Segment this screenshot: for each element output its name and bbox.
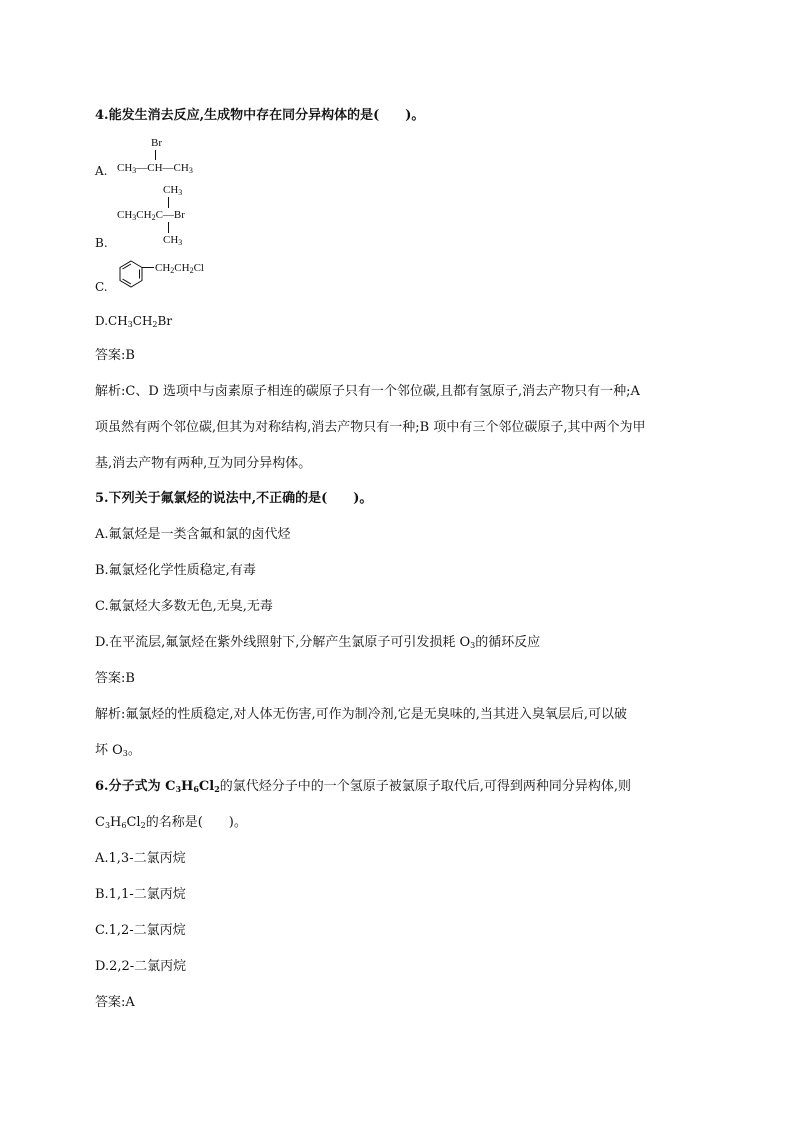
question-5-stem: 5.下列关于氟氯烃的说法中,不正确的是( )。 xyxy=(95,491,373,506)
option-a-br-substituent: Br xyxy=(151,137,162,149)
option-c-chain: $CH_2CH_2Cl$ xyxy=(155,262,204,275)
question-6-stem-line-2: $C_3H_6Cl_2$的名称是( )。 xyxy=(95,815,247,830)
question-5-option-d: D.在平流层,氟氯烃在紫外线照射下,分解产生氯原子可引发损耗 $O_3$的循环反应 xyxy=(95,635,541,650)
option-b-top-methyl: $CH_3$ xyxy=(163,184,183,197)
question-4-analysis-line-2: 项虽然有两个邻位碳,但其为对称结构,消去产物只有一种;B 项中有三个邻位碳原子,其中两个为甲 xyxy=(95,420,646,435)
option-b-bottom-methyl: $CH_3$ xyxy=(163,234,183,247)
question-5-analysis-line-1: 解析:氟氯烃的性质稳定,对人体无伤害,可作为制冷剂,它是无臭味的,当其进入臭氧层后,可以破 xyxy=(95,707,628,722)
question-6-option-b: B.1,1-二氯丙烷 xyxy=(95,887,186,902)
question-4-answer: 答案:B xyxy=(95,348,135,363)
question-5-option-a: A.氟氯烃是一类含氟和氯的卤代烃 xyxy=(95,527,291,542)
question-4-analysis-line-1: 解析:C、D 选项中与卤素原子相连的碳原子只有一个邻位碳,且都有氢原子,消去产物只有一种;A xyxy=(95,384,640,399)
question-4-analysis-line-3: 基,消去产物有两种,互为同分异构体。 xyxy=(95,456,312,471)
question-5-answer: 答案:B xyxy=(95,671,135,686)
option-c-label: C. xyxy=(95,280,108,294)
benzene-ring-icon xyxy=(120,261,154,287)
question-6-stem-line-1: 6.分子式为 $C_3H_6Cl_2$的氯代烃分子中的一个氢原子被氯原子取代后,可得到两种同分异构体,则 xyxy=(95,779,632,794)
option-a-label: A. xyxy=(95,164,108,178)
question-5-option-b: B.氟氯烃化学性质稳定,有毒 xyxy=(95,563,256,578)
question-5-analysis-line-2: 坏 $O_3$。 xyxy=(95,743,141,758)
question-5-option-c: C.氟氯烃大多数无色,无臭,无毒 xyxy=(95,599,273,614)
question-6-option-c: C.1,2-二氯丙烷 xyxy=(95,923,186,938)
option-b-label: B. xyxy=(95,236,108,250)
option-a-formula: $CH_3—CH—CH_3$ xyxy=(117,162,193,175)
question-4-stem: 4.能发生消去反应,生成物中存在同分异构体的是( )。 xyxy=(95,108,425,123)
option-b-main-chain: $CH_3CH_2C—Br$ xyxy=(117,209,185,222)
option-d-formula: $D.CH_3CH_2Br$ xyxy=(95,314,173,329)
question-6-option-a: A.1,3-二氯丙烷 xyxy=(95,851,186,866)
question-6-option-d: D.2,2-二氯丙烷 xyxy=(95,959,187,974)
question-6-answer: 答案:A xyxy=(95,995,135,1010)
